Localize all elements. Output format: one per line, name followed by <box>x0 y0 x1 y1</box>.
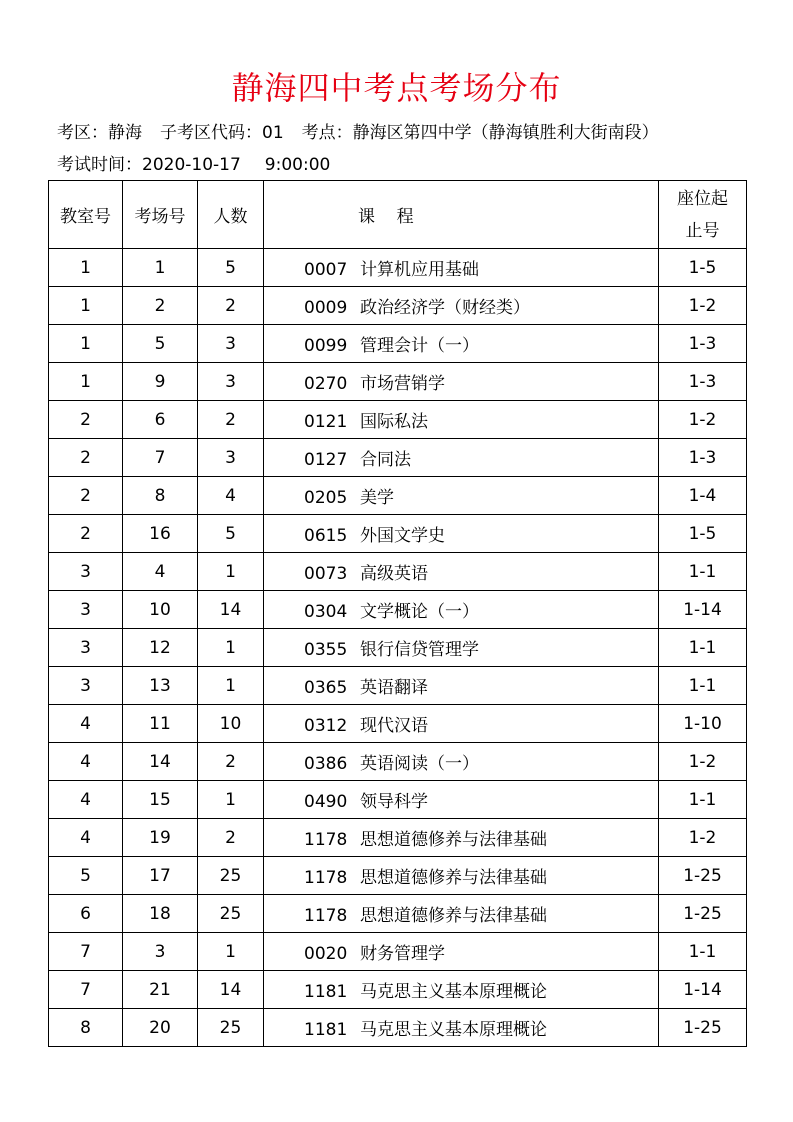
hall-cell: 8 <box>123 477 198 515</box>
hall-cell: 19 <box>123 819 198 857</box>
room-cell: 2 <box>49 515 123 553</box>
hall-cell: 16 <box>123 515 198 553</box>
count-cell: 1 <box>198 781 264 819</box>
table-row <box>49 1009 747 1047</box>
course-cell <box>264 629 659 667</box>
course-code: 0007 <box>304 260 348 280</box>
course-cell <box>264 477 659 515</box>
table-row <box>49 857 747 895</box>
course-code: 0121 <box>304 412 348 432</box>
room-cell: 6 <box>49 895 123 933</box>
hall-cell: 2 <box>123 287 198 325</box>
course-cell <box>264 287 659 325</box>
course-name: 外国文学史 <box>360 526 445 546</box>
count-cell: 10 <box>198 705 264 743</box>
course-cell <box>264 591 659 629</box>
count-cell: 1 <box>198 629 264 667</box>
course-code: 1178 <box>304 830 348 850</box>
district-label: 考区：静海 <box>57 123 142 143</box>
table-row <box>49 287 747 325</box>
room-cell: 4 <box>49 743 123 781</box>
hall-cell: 13 <box>123 667 198 705</box>
count-cell: 2 <box>198 401 264 439</box>
table-row <box>49 933 747 971</box>
room-cell: 2 <box>49 439 123 477</box>
hall-cell: 17 <box>123 857 198 895</box>
room-cell: 7 <box>49 933 123 971</box>
header-course: 课 程 <box>264 181 659 249</box>
course-name: 财务管理学 <box>360 944 445 964</box>
count-cell: 2 <box>198 743 264 781</box>
course-cell <box>264 857 659 895</box>
course-name: 计算机应用基础 <box>360 260 479 280</box>
course-name: 高级英语 <box>360 564 428 584</box>
room-cell: 5 <box>49 857 123 895</box>
course-name: 马克思主义基本原理概论 <box>360 982 547 1002</box>
count-cell: 1 <box>198 667 264 705</box>
course-cell <box>264 401 659 439</box>
count-cell: 25 <box>198 895 264 933</box>
course-name: 合同法 <box>360 450 411 470</box>
seat-cell: 1-1 <box>659 781 747 819</box>
hall-cell: 15 <box>123 781 198 819</box>
course-name: 思想道德修养与法律基础 <box>360 868 547 888</box>
table-row <box>49 249 747 287</box>
seat-cell: 1-1 <box>659 667 747 705</box>
count-cell: 4 <box>198 477 264 515</box>
exam-room-table <box>48 180 747 1047</box>
hall-cell: 1 <box>123 249 198 287</box>
room-cell: 1 <box>49 363 123 401</box>
hall-cell: 9 <box>123 363 198 401</box>
seat-cell: 1-3 <box>659 325 747 363</box>
course-cell <box>264 667 659 705</box>
course-cell <box>264 553 659 591</box>
course-code: 0009 <box>304 298 348 318</box>
course-code: 1178 <box>304 868 348 888</box>
course-name: 思想道德修养与法律基础 <box>360 906 547 926</box>
table-row <box>49 477 747 515</box>
hall-cell: 12 <box>123 629 198 667</box>
count-cell: 14 <box>198 591 264 629</box>
seat-cell: 1-10 <box>659 705 747 743</box>
sub-district-label: 子考区代码：01 <box>160 123 284 143</box>
table-header-row <box>49 181 747 249</box>
course-cell <box>264 439 659 477</box>
course-cell <box>264 249 659 287</box>
seat-cell: 1-2 <box>659 819 747 857</box>
table-row <box>49 401 747 439</box>
hall-cell: 4 <box>123 553 198 591</box>
hall-cell: 10 <box>123 591 198 629</box>
room-cell: 3 <box>49 553 123 591</box>
course-code: 0127 <box>304 450 348 470</box>
table-row <box>49 363 747 401</box>
course-code: 1181 <box>304 1020 348 1040</box>
exam-time-line <box>57 153 330 177</box>
hall-cell: 6 <box>123 401 198 439</box>
exam-date-label: 考试时间：2020-10-17 <box>57 155 241 175</box>
course-code: 1178 <box>304 906 348 926</box>
course-cell <box>264 781 659 819</box>
table-row <box>49 781 747 819</box>
count-cell: 3 <box>198 325 264 363</box>
count-cell: 25 <box>198 857 264 895</box>
header-room: 教室号 <box>49 181 123 249</box>
count-cell: 2 <box>198 819 264 857</box>
seat-cell: 1-3 <box>659 363 747 401</box>
table-row <box>49 515 747 553</box>
hall-cell: 11 <box>123 705 198 743</box>
exam-info-line <box>57 121 659 145</box>
count-cell: 1 <box>198 933 264 971</box>
room-cell: 7 <box>49 971 123 1009</box>
course-code: 0615 <box>304 526 348 546</box>
course-name: 英语阅读（一） <box>360 754 479 774</box>
header-seat: 座位起 止号 <box>659 181 747 249</box>
course-name: 国际私法 <box>360 412 428 432</box>
course-name: 马克思主义基本原理概论 <box>360 1020 547 1040</box>
header-count: 人数 <box>198 181 264 249</box>
count-cell: 3 <box>198 439 264 477</box>
table-row <box>49 325 747 363</box>
course-cell <box>264 819 659 857</box>
course-code: 0099 <box>304 336 348 356</box>
count-cell: 14 <box>198 971 264 1009</box>
table-row <box>49 629 747 667</box>
course-name: 市场营销学 <box>360 374 445 394</box>
room-cell: 3 <box>49 629 123 667</box>
room-cell: 4 <box>49 781 123 819</box>
course-name: 美学 <box>360 488 394 508</box>
course-cell <box>264 705 659 743</box>
exam-site-label: 考点：静海区第四中学（静海镇胜利大街南段） <box>301 123 659 143</box>
table-row <box>49 705 747 743</box>
course-code: 0205 <box>304 488 348 508</box>
table-row <box>49 439 747 477</box>
seat-cell: 1-5 <box>659 515 747 553</box>
seat-cell: 1-5 <box>659 249 747 287</box>
header-hall: 考场号 <box>123 181 198 249</box>
course-cell <box>264 1009 659 1047</box>
seat-cell: 1-25 <box>659 857 747 895</box>
seat-cell: 1-2 <box>659 743 747 781</box>
table-row <box>49 971 747 1009</box>
course-code: 0490 <box>304 792 348 812</box>
hall-cell: 21 <box>123 971 198 1009</box>
table-row <box>49 895 747 933</box>
count-cell: 1 <box>198 553 264 591</box>
course-code: 1181 <box>304 982 348 1002</box>
seat-cell: 1-14 <box>659 971 747 1009</box>
table-row <box>49 591 747 629</box>
exam-clock-label: 9:00:00 <box>264 155 331 175</box>
course-name: 现代汉语 <box>360 716 428 736</box>
table-row <box>49 743 747 781</box>
seat-cell: 1-25 <box>659 895 747 933</box>
course-name: 银行信贷管理学 <box>360 640 479 660</box>
room-cell: 4 <box>49 705 123 743</box>
course-name: 思想道德修养与法律基础 <box>360 830 547 850</box>
seat-cell: 1-1 <box>659 553 747 591</box>
seat-cell: 1-1 <box>659 933 747 971</box>
course-code: 0355 <box>304 640 348 660</box>
room-cell: 2 <box>49 477 123 515</box>
course-code: 0386 <box>304 754 348 774</box>
hall-cell: 7 <box>123 439 198 477</box>
seat-cell: 1-1 <box>659 629 747 667</box>
course-cell <box>264 363 659 401</box>
hall-cell: 3 <box>123 933 198 971</box>
hall-cell: 5 <box>123 325 198 363</box>
room-cell: 1 <box>49 325 123 363</box>
room-cell: 4 <box>49 819 123 857</box>
page-title: 静海四中考点考场分布 <box>231 69 562 107</box>
room-cell: 1 <box>49 287 123 325</box>
course-cell <box>264 971 659 1009</box>
seat-cell: 1-14 <box>659 591 747 629</box>
seat-cell: 1-2 <box>659 401 747 439</box>
count-cell: 25 <box>198 1009 264 1047</box>
course-name: 管理会计（一） <box>360 336 479 356</box>
course-code: 0020 <box>304 944 348 964</box>
room-cell: 3 <box>49 591 123 629</box>
table-row <box>49 667 747 705</box>
count-cell: 2 <box>198 287 264 325</box>
course-code: 0270 <box>304 374 348 394</box>
hall-cell: 18 <box>123 895 198 933</box>
count-cell: 5 <box>198 515 264 553</box>
course-code: 0073 <box>304 564 348 584</box>
course-code: 0365 <box>304 678 348 698</box>
seat-cell: 1-2 <box>659 287 747 325</box>
count-cell: 3 <box>198 363 264 401</box>
course-cell <box>264 515 659 553</box>
room-cell: 2 <box>49 401 123 439</box>
seat-cell: 1-4 <box>659 477 747 515</box>
course-cell <box>264 933 659 971</box>
course-cell <box>264 895 659 933</box>
table-row <box>49 553 747 591</box>
course-name: 政治经济学（财经类） <box>360 298 530 318</box>
room-cell: 1 <box>49 249 123 287</box>
course-name: 文学概论（一） <box>360 602 479 622</box>
seat-cell: 1-3 <box>659 439 747 477</box>
course-name: 英语翻译 <box>360 678 428 698</box>
course-code: 0304 <box>304 602 348 622</box>
seat-cell: 1-25 <box>659 1009 747 1047</box>
count-cell: 5 <box>198 249 264 287</box>
course-code: 0312 <box>304 716 348 736</box>
hall-cell: 20 <box>123 1009 198 1047</box>
course-cell <box>264 325 659 363</box>
course-cell <box>264 743 659 781</box>
room-cell: 3 <box>49 667 123 705</box>
hall-cell: 14 <box>123 743 198 781</box>
course-name: 领导科学 <box>360 792 428 812</box>
table-row <box>49 819 747 857</box>
room-cell: 8 <box>49 1009 123 1047</box>
